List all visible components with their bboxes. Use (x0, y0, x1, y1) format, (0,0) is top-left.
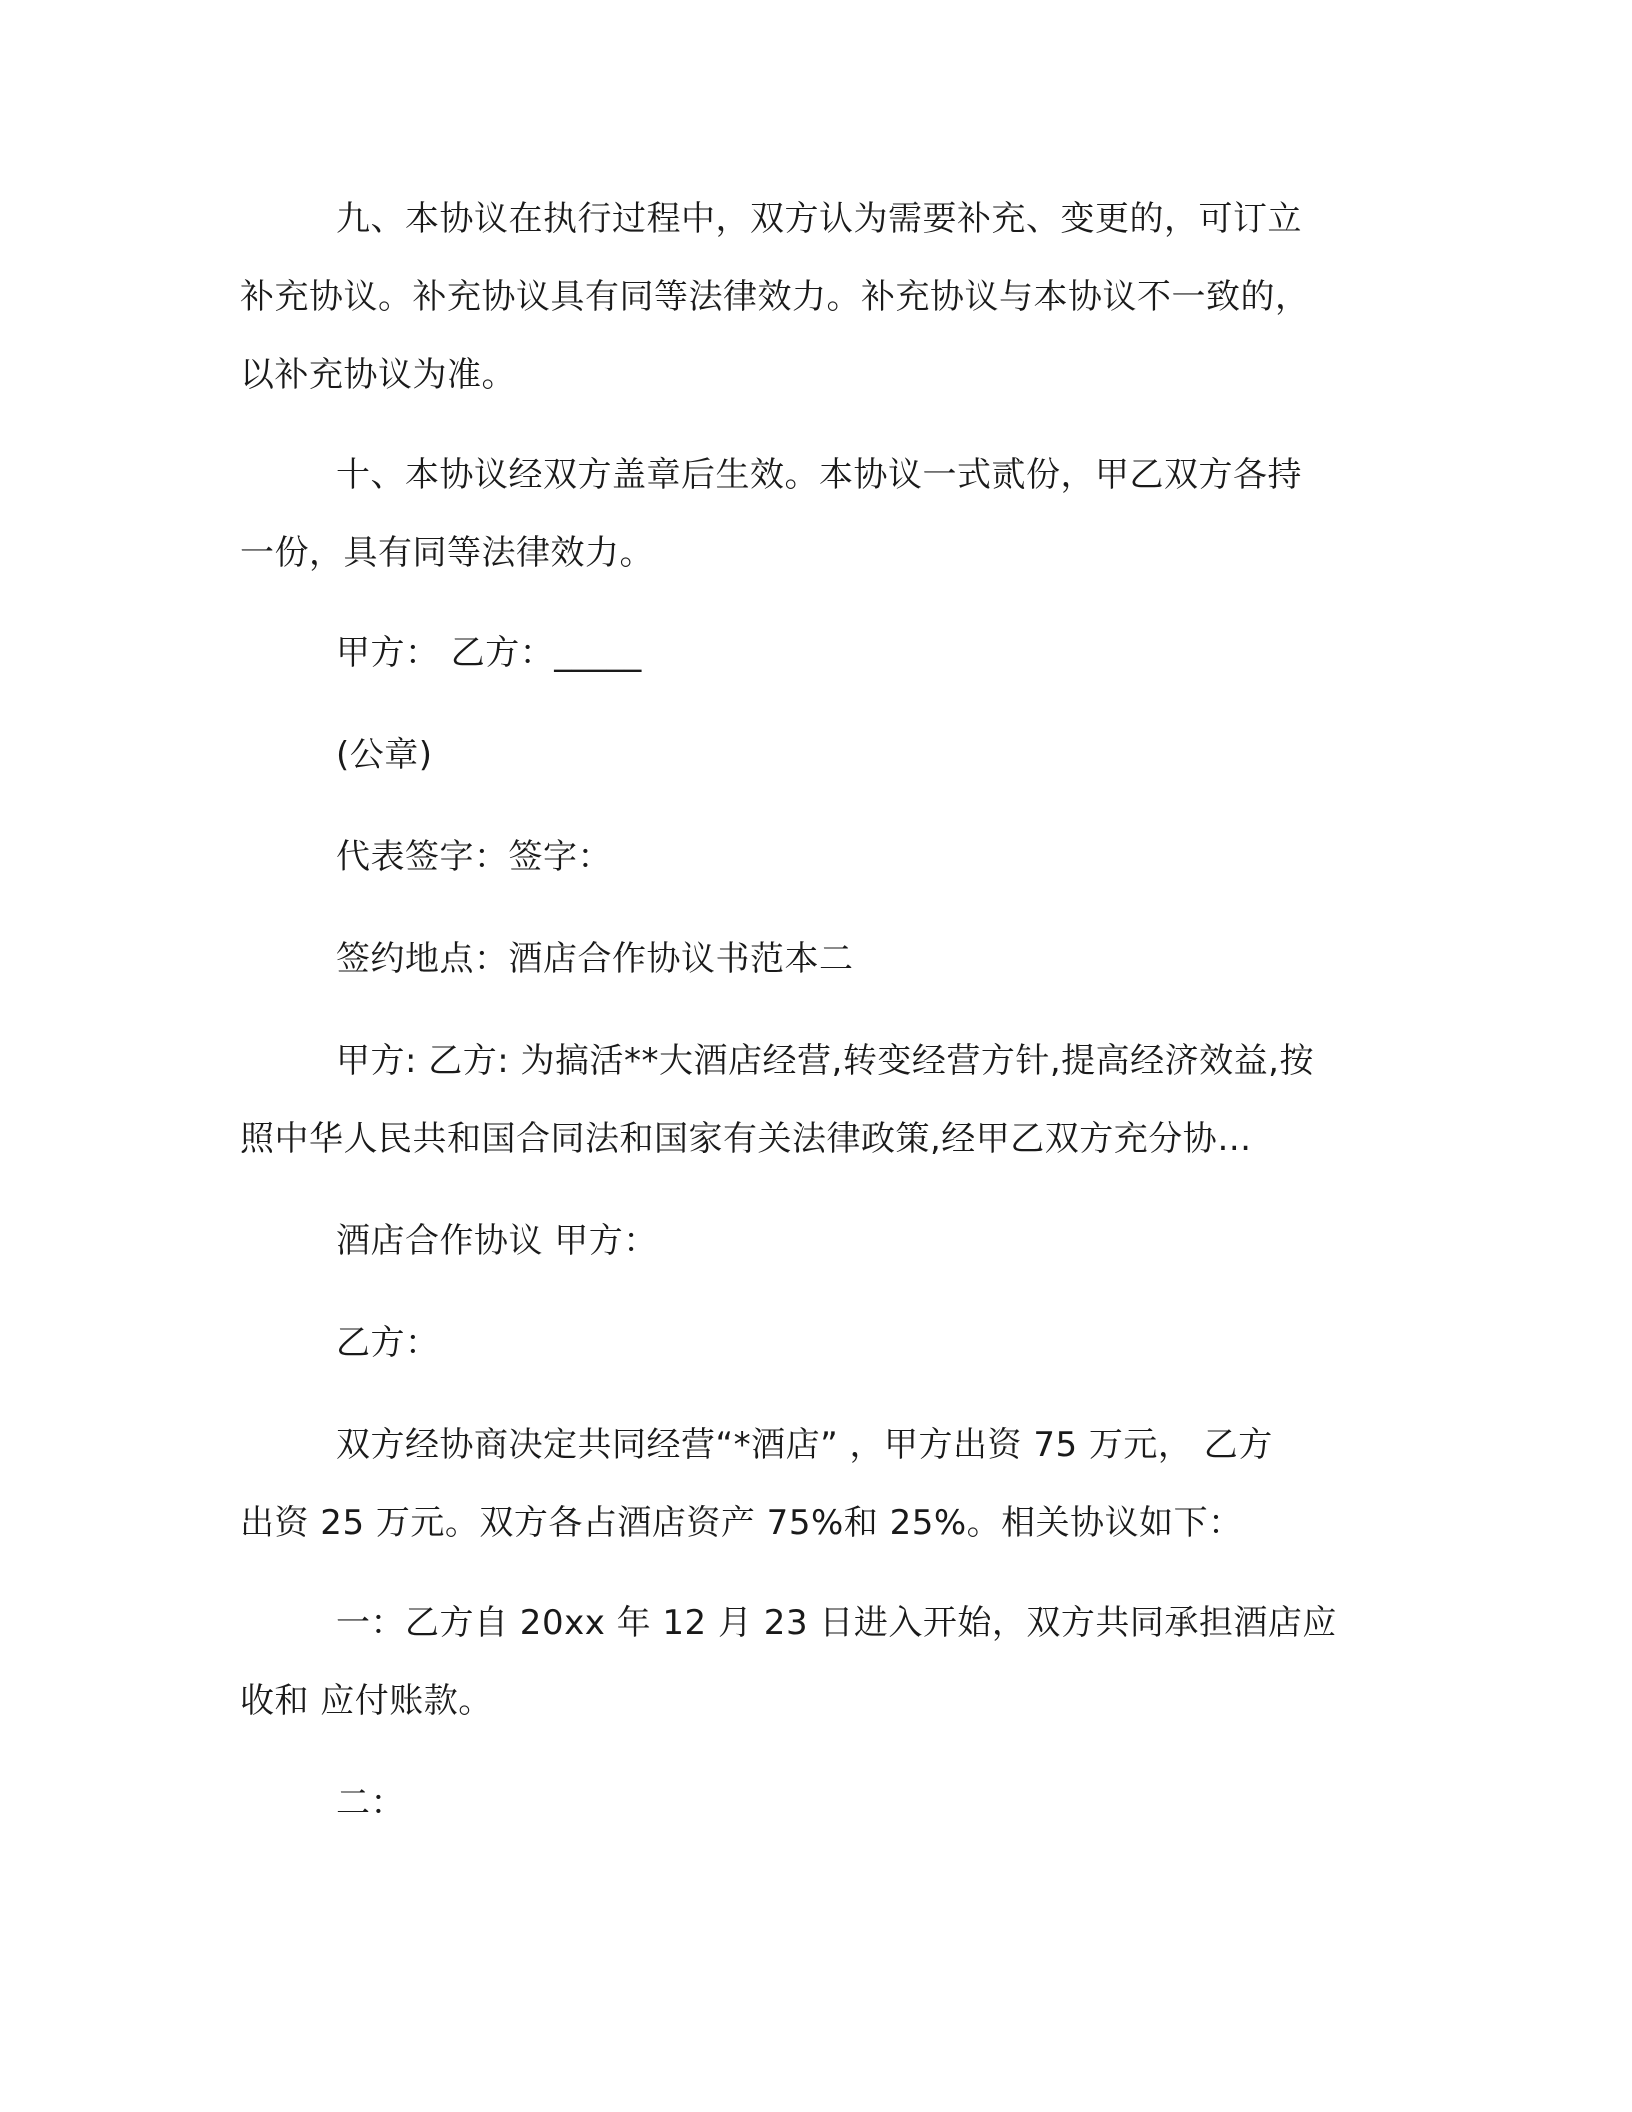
item-one-paragraph (240, 1584, 1380, 1740)
text-line: 十、本协议经双方盖章后生效。本协议一式贰份，甲乙双方各持 (336, 455, 1302, 495)
agreement-title-line (240, 1202, 1380, 1280)
parties-line (240, 614, 1380, 692)
intro-paragraph (240, 1022, 1380, 1178)
party-b-line (240, 1304, 1380, 1382)
text-line: 甲方： 乙方：_____ (336, 633, 642, 673)
text-line: 签约地点：酒店合作协议书范本二 (336, 939, 854, 979)
text-line: 甲方: 乙方: 为搞活**大酒店经营,转变经营方针,提高经济效益,按 (336, 1041, 1314, 1081)
text-line: 二： (336, 1783, 405, 1823)
text-line: 酒店合作协议 甲方： (336, 1221, 658, 1261)
text-line: 出资 25 万元。双方各占酒店资产 75%和 25%。相关协议如下： (240, 1503, 1243, 1543)
text-line: 双方经协商决定共同经营“*酒店” ，甲方出资 75 万元， 乙方 (336, 1425, 1273, 1465)
investment-paragraph (240, 1406, 1380, 1562)
text-line: 收和 应付账款。 (240, 1681, 493, 1721)
text-line: (公章) (336, 735, 433, 775)
clause-ten-paragraph (240, 436, 1380, 592)
text-line: 代表签字：签字： (336, 837, 612, 877)
clause-nine-paragraph (240, 180, 1380, 414)
signing-place-line (240, 920, 1380, 998)
text-line: 乙方： (336, 1323, 440, 1363)
text-line: 一：乙方自 20xx 年 12 月 23 日进入开始，双方共同承担酒店应 (336, 1603, 1337, 1643)
signature-line (240, 818, 1380, 896)
item-two-paragraph (240, 1764, 1380, 1842)
text-line: 一份，具有同等法律效力。 (240, 533, 654, 573)
text-line: 补充协议。补充协议具有同等法律效力。补充协议与本协议不一致的， (240, 277, 1310, 317)
text-line: 照中华人民共和国合同法和国家有关法律政策,经甲乙双方充分协… (240, 1119, 1252, 1159)
text-line: 以补充协议为准。 (240, 355, 516, 395)
text-line: 九、本协议在执行过程中，双方认为需要补充、变更的，可订立 (336, 199, 1302, 239)
seal-line (240, 716, 1380, 794)
